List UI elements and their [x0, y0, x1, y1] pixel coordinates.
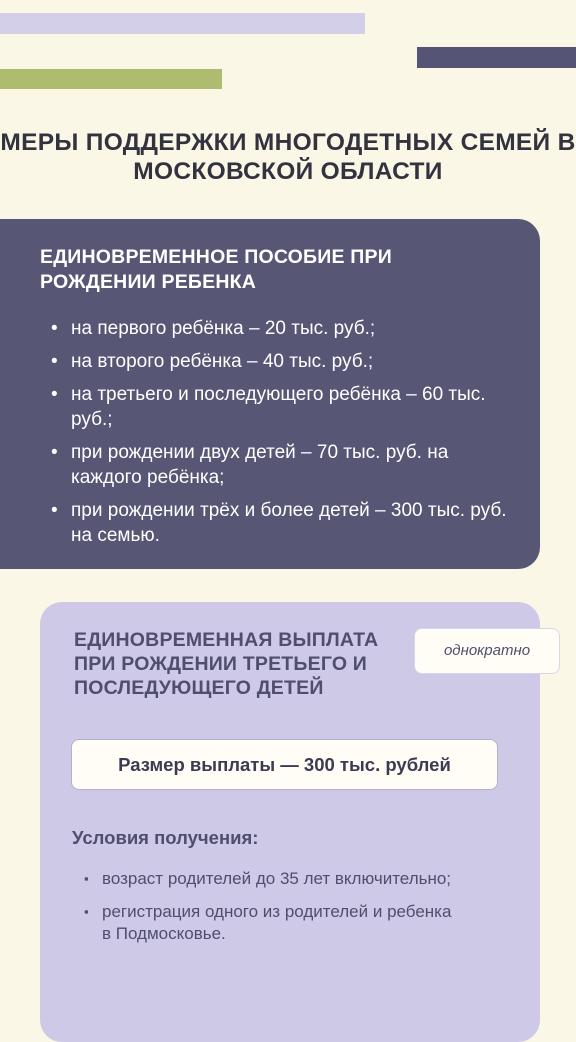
benefit-item-text: при рождении трёх и более детей – 300 тыс. руб. на семью.	[71, 500, 507, 546]
benefit-item-text: на первого ребёнка – 20 тыс. руб.;	[71, 318, 376, 339]
benefit-item-text: на третьего и последующего ребёнка – 60 тыс. руб.;	[71, 384, 486, 430]
page-title: МЕРЫ ПОДДЕРЖКИ МНОГОДЕТНЫХ СЕМЕЙ В МОСКОВСКОЙ ОБЛАСТИ	[0, 129, 576, 185]
benefit-item	[40, 349, 510, 374]
benefit-card-title: ЕДИНОВРЕМЕННОЕ ПОСОБИЕ ПРИ РОЖДЕНИИ РЕБЕНКА	[40, 246, 392, 293]
decorative-stripe-green	[0, 69, 222, 89]
payment-card-title: ЕДИНОВРЕМЕННАЯ ВЫПЛАТА ПРИ РОЖДЕНИИ ТРЕТЬЕГО И ПОСЛЕДУЮЩЕГО ДЕТЕЙ	[74, 629, 379, 699]
benefit-item-text: при рождении двух детей – 70 тыс. руб. на каждого ребёнка;	[71, 442, 449, 488]
condition-item	[84, 901, 464, 945]
benefit-item-text: на второго ребёнка – 40 тыс. руб.;	[71, 351, 374, 372]
conditions-list	[84, 868, 464, 956]
bullet-icon: •	[51, 351, 58, 372]
benefit-list	[40, 316, 510, 548]
condition-item	[84, 868, 464, 890]
bullet-icon: •	[51, 442, 58, 463]
bullet-icon: •	[51, 318, 58, 339]
benefit-item	[40, 498, 510, 548]
payment-amount: Размер выплаты — 300 тыс. рублей	[71, 739, 498, 790]
square-bullet-icon: ▪	[84, 871, 89, 886]
benefit-item	[40, 440, 510, 490]
payment-card	[40, 602, 540, 1042]
once-badge: однократно	[414, 628, 560, 674]
benefit-card	[0, 219, 540, 569]
decorative-stripe-lilac	[0, 13, 365, 34]
condition-item-text: регистрация одного из родителей и ребенка в Подмосковье.	[102, 902, 452, 943]
benefit-item	[40, 382, 510, 432]
bullet-icon: •	[51, 384, 58, 405]
bullet-icon: •	[51, 500, 58, 521]
benefit-item	[40, 316, 510, 341]
decorative-stripe-navy	[417, 47, 576, 68]
conditions-title: Условия получения:	[72, 827, 259, 848]
condition-item-text: возраст родителей до 35 лет включительно;	[102, 869, 452, 888]
square-bullet-icon: ▪	[84, 904, 89, 919]
